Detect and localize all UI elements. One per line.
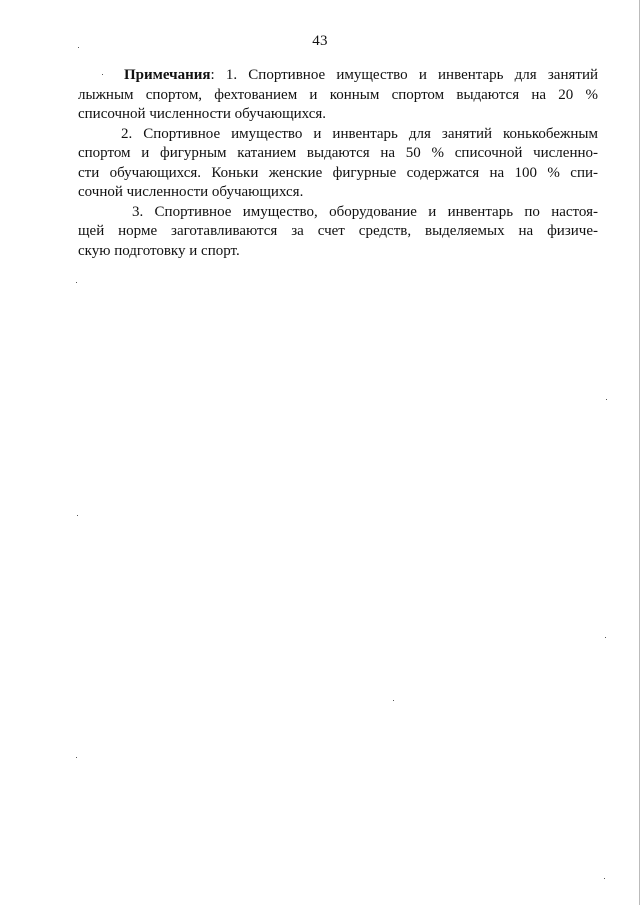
note-1-line-2: лыжным спортом, фехтованием и конным спортом выдаются на 20 % [78,86,598,103]
note-1-line-3: списочной численности обучающихся. [78,106,327,122]
notes-section [78,66,598,261]
note-2-line-3: сти обучающихся. Коньки женские фигурные содержатся на 100 % спи- [78,164,598,181]
note-3-line-1: 3. Спортивное имущество, оборудование и инвентарь по настоя- [132,203,598,220]
scan-speck [77,515,78,516]
notes-heading: Примечания [124,67,211,83]
scan-speck [393,700,394,701]
note-3-line-2: щей норме заготавливаются за счет средств, выделяемых на физиче- [78,223,598,239]
scan-speck [102,74,103,75]
note-2-line-4: сочной численности обучающихся. [78,184,304,200]
scan-speck [605,637,606,638]
note-3-line-3: скую подготовку и спорт. [78,242,240,259]
scan-speck [604,878,605,879]
note-1-line-1-text: : 1. Спортивное имущество и инвентарь для занятий [210,67,598,83]
scan-speck [76,282,77,283]
note-paragraph-1 [78,66,598,125]
note-1-line-1 [78,66,598,86]
scan-speck [606,399,607,400]
scan-speck [78,47,79,48]
note-paragraph-3 [78,203,598,262]
scan-speck [76,757,77,758]
note-2-line-2: спортом и фигурным катанием выдаются на 50 % списочной численно- [78,145,598,161]
note-2-line-1: 2. Спортивное имущество и инвентарь для занятий конькобежным [121,125,598,142]
note-paragraph-2 [78,125,598,203]
page-number: 43 [312,33,328,49]
